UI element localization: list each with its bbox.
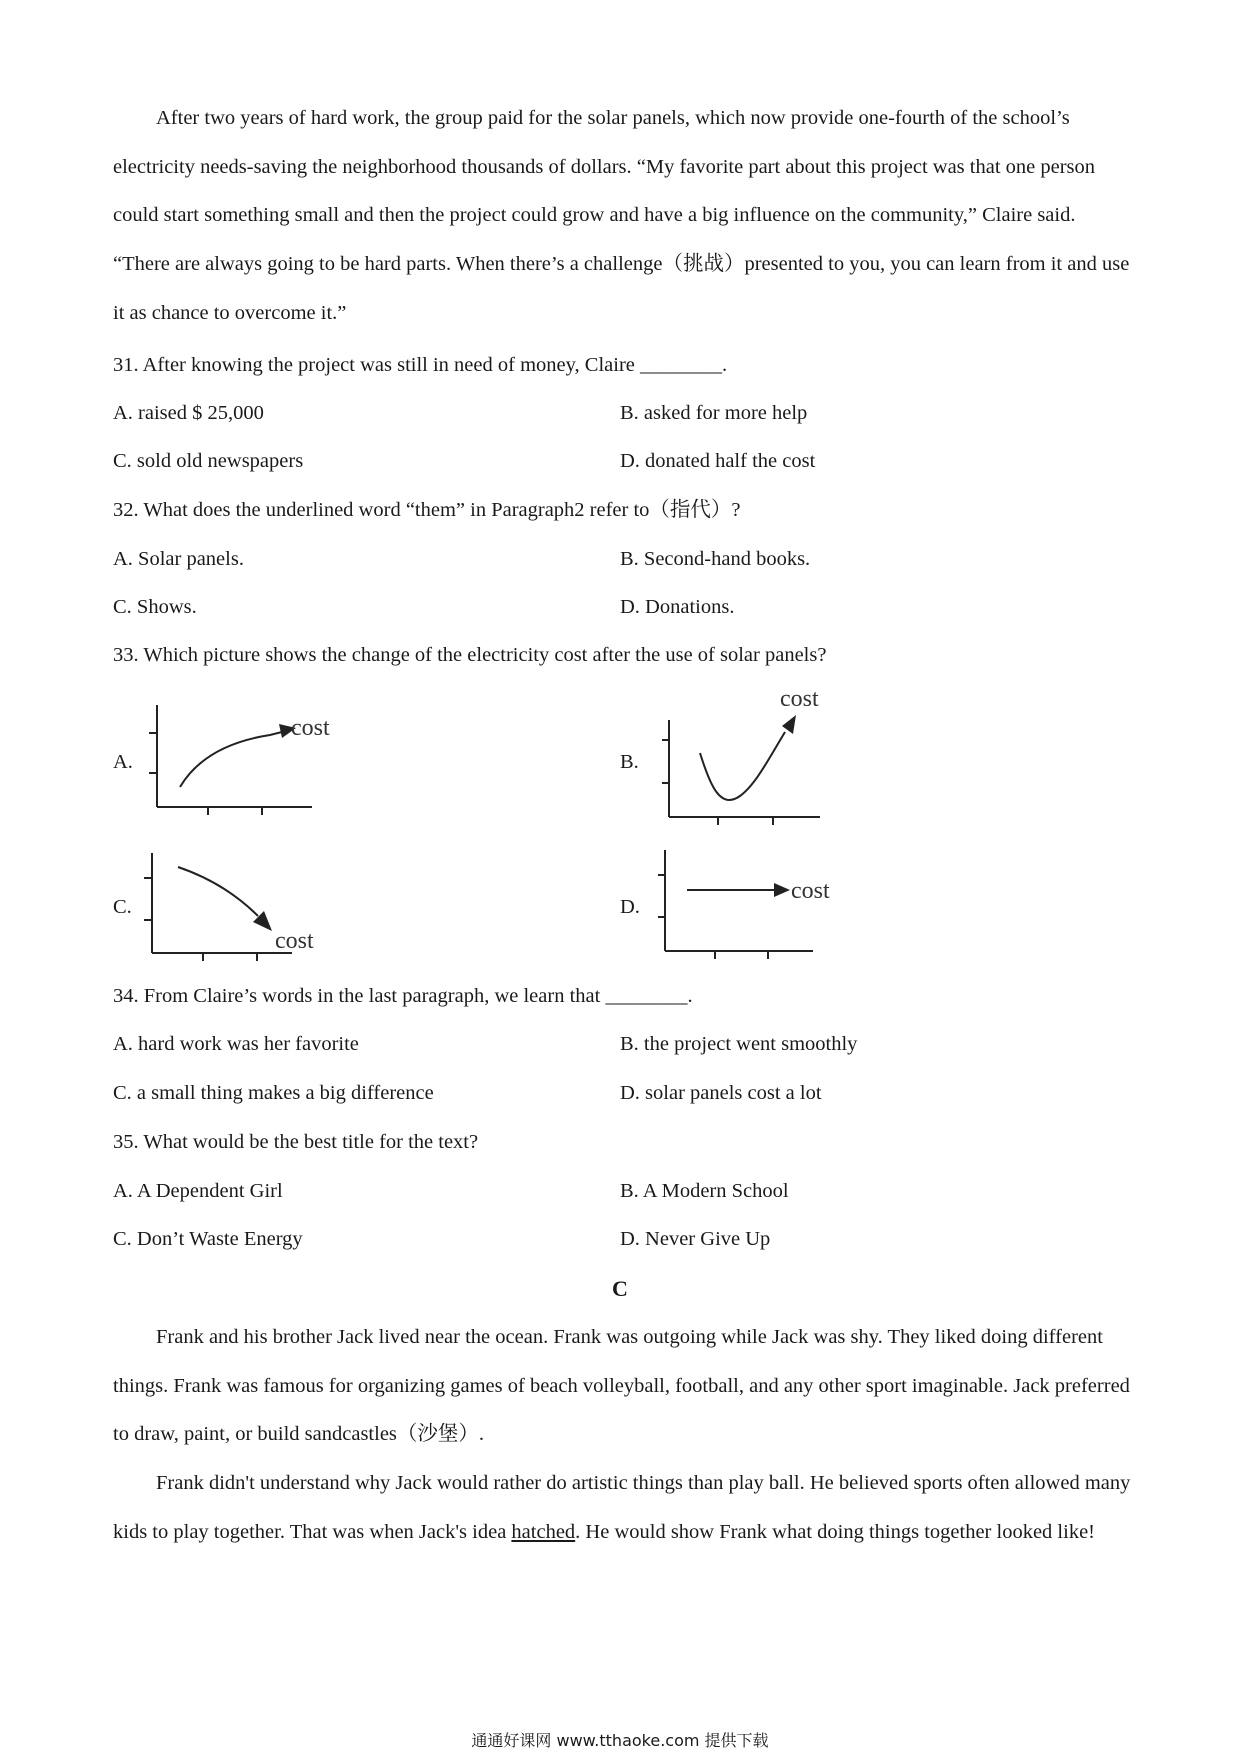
graph-option-b-cost-label: cost: [780, 686, 819, 712]
page-footer: 通通好课网 www.tthaoke.com 提供下载: [471, 1731, 769, 1750]
graph-option-d: [655, 845, 875, 965]
graph-option-b-letter: B.: [620, 751, 639, 773]
question-31-option-b: B. asked for more help: [620, 402, 808, 424]
graph-option-c-cost-label: cost: [275, 928, 314, 954]
question-31-stem: 31. After knowing the project was still in need of money, Claire ________.: [113, 354, 728, 376]
question-33-stem: 33. Which picture shows the change of the electricity cost after the use of solar panels?: [113, 644, 827, 666]
question-35-option-c: C. Don’t Waste Energy: [113, 1228, 303, 1250]
question-32-option-d: D. Donations.: [620, 596, 735, 618]
question-35-option-a: A. A Dependent Girl: [113, 1180, 283, 1202]
section-c-heading: C: [612, 1276, 628, 1301]
question-32-stem: 32. What does the underlined word “them” in Paragraph2 refer to（指代）?: [113, 499, 741, 521]
question-34-option-d: D. solar panels cost a lot: [620, 1082, 822, 1104]
question-34-option-a: A. hard work was her favorite: [113, 1033, 359, 1055]
question-35-stem: 35. What would be the best title for the text?: [113, 1131, 479, 1153]
question-34-option-c: C. a small thing makes a big difference: [113, 1082, 434, 1104]
question-34-stem: 34. From Claire’s words in the last paragraph, we learn that ________.: [113, 985, 693, 1007]
graph-option-b: [655, 680, 875, 830]
graph-option-d-cost-label: cost: [791, 878, 830, 904]
question-31-option-d: D. donated half the cost: [620, 450, 816, 472]
question-34-option-b: B. the project went smoothly: [620, 1033, 858, 1055]
passage-c-paragraph-2-text-before: Frank didn't understand why Jack would rather do artistic things than play ball. He believed sports often allowed many kids to play together. That was when Jack's idea: [113, 1472, 1131, 1543]
graph-option-a: [140, 695, 360, 820]
passage-b-last-paragraph: After two years of hard work, the group paid for the solar panels, which now provide one-fourth of the school’s electricity needs-saving the neighborhood thousands of dollars. “My favorite part about this project was that one person could start something small and then the project could grow and have a big influence on the community,” Claire said. “There are always going to be hard parts. When there’s a challenge（挑战）presented to you, you can learn from it and use it as chance to overcome it.”: [113, 107, 1130, 324]
question-32-option-c: C. Shows.: [113, 596, 197, 618]
underlined-word-hatched: hatched: [511, 1520, 576, 1543]
question-32-option-b: B. Second-hand books.: [620, 548, 811, 570]
graph-option-d-letter: D.: [620, 896, 640, 918]
graph-option-c: [140, 848, 360, 968]
question-31-option-a: A. raised $ 25,000: [113, 402, 264, 424]
passage-c-paragraph-1: Frank and his brother Jack lived near the ocean. Frank was outgoing while Jack was shy. They liked doing different things. Frank was famous for organizing games of beach volleyball, football, and any other sport imaginable. Jack preferred to draw, paint, or build sandcastles（沙堡）.: [113, 1326, 1130, 1446]
question-35-option-d: D. Never Give Up: [620, 1228, 771, 1250]
passage-c-paragraph-2-text-after: . He would show Frank what doing things together looked like!: [575, 1520, 1095, 1543]
question-31-option-c: C. sold old newspapers: [113, 450, 304, 472]
passage-c-paragraph-2: [113, 1459, 1133, 1556]
graph-option-a-cost-label: cost: [291, 715, 330, 741]
question-32-option-a: A. Solar panels.: [113, 548, 244, 570]
question-35-option-b: B. A Modern School: [620, 1180, 789, 1202]
graph-option-c-letter: C.: [113, 896, 132, 918]
graph-option-a-letter: A.: [113, 751, 133, 773]
